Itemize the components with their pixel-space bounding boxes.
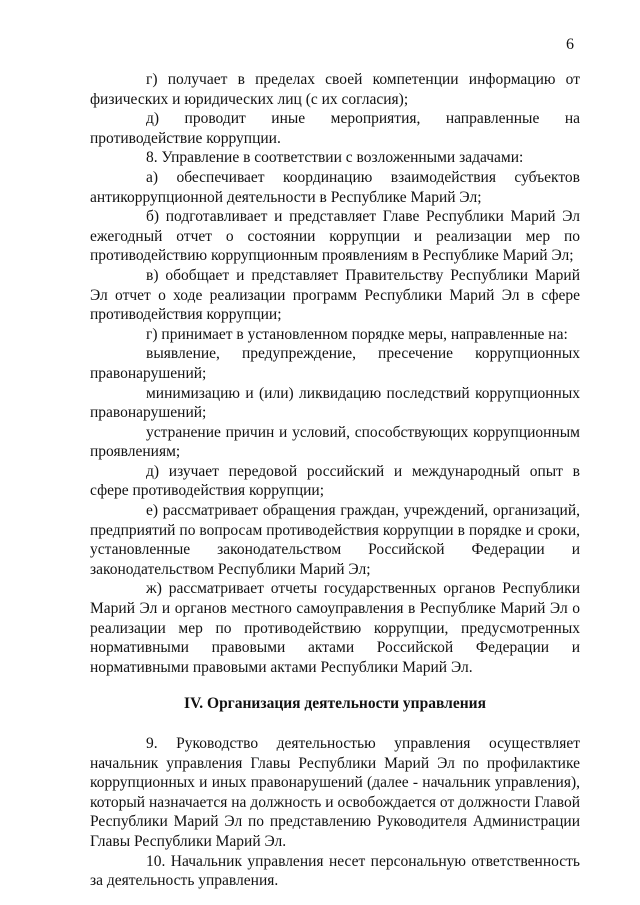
paragraph: д) проводит иные мероприятия, направленные на противодействие коррупции.	[90, 110, 580, 147]
paragraph: устранение причин и условий, способствующих коррупционным проявлениям;	[90, 423, 580, 461]
paragraph: г) принимает в установленном порядке меры, направленные на:	[146, 325, 568, 343]
paragraph: 10. Начальник управления несет персональную ответственность за деятельность управления.	[90, 852, 580, 890]
paragraph: минимизацию и (или) ликвидацию последствий коррупционных правонарушений;	[90, 384, 580, 422]
page-number: 6	[566, 36, 574, 53]
paragraph: выявление, предупреждение, пресечение коррупционных правонарушений;	[90, 345, 580, 382]
paragraph: г) получает в пределах своей компетенции информацию от физических и юридических лиц (с их согласия);	[90, 71, 580, 108]
paragraph: б) подготавливает и представляет Главе Республики Марий Эл ежегодный отчет о состоянии коррупции и реализации мер по противодействию коррупционным проявлениям в Республике Марий Эл;	[90, 208, 580, 265]
paragraph: а) обеспечивает координацию взаимодействия субъектов антикоррупционной деятельности в Республике Марий Эл;	[90, 168, 580, 206]
paragraph: в) обобщает и представляет Правительству Республики Марий Эл отчет о ходе реализации программ Республики Марий Эл в сфере противодействия коррупции;	[90, 266, 580, 324]
paragraph: е) рассматривает обращения граждан, учреждений, организаций, предприятий по вопросам противодействия коррупции в порядке и сроки, установленные законодательством Российской Федерации и законодательством Республики Марий Эл;	[90, 502, 580, 578]
paragraph: 8. Управление в соответствии с возложенными задачами:	[146, 149, 524, 167]
paragraph: ж) рассматривает отчеты государственных органов Республики Марий Эл и органов местного самоуправления в Республике Марий Эл о реализации мер по противодействию коррупции, предусмотренных нормативными правовыми актами Российской Федерации и нормативными правовыми актами Республики Марий Эл.	[90, 580, 580, 676]
section-heading: IV. Организация деятельности управления	[184, 695, 486, 713]
paragraph: д) изучает передовой российский и международный опыт в сфере противодействия коррупции;	[90, 462, 580, 500]
paragraph: 9. Руководство деятельностью управления осуществляет начальник управления Главы Республики Марий Эл по профилактике коррупционных и иных правонарушений (далее - начальник управления), который назначается на должность и освобождается от должности Главой Республики Марий Эл по представлению Руководителя Администрации Главы Республики Марий Эл.	[90, 735, 580, 850]
document-body	[90, 70, 580, 891]
